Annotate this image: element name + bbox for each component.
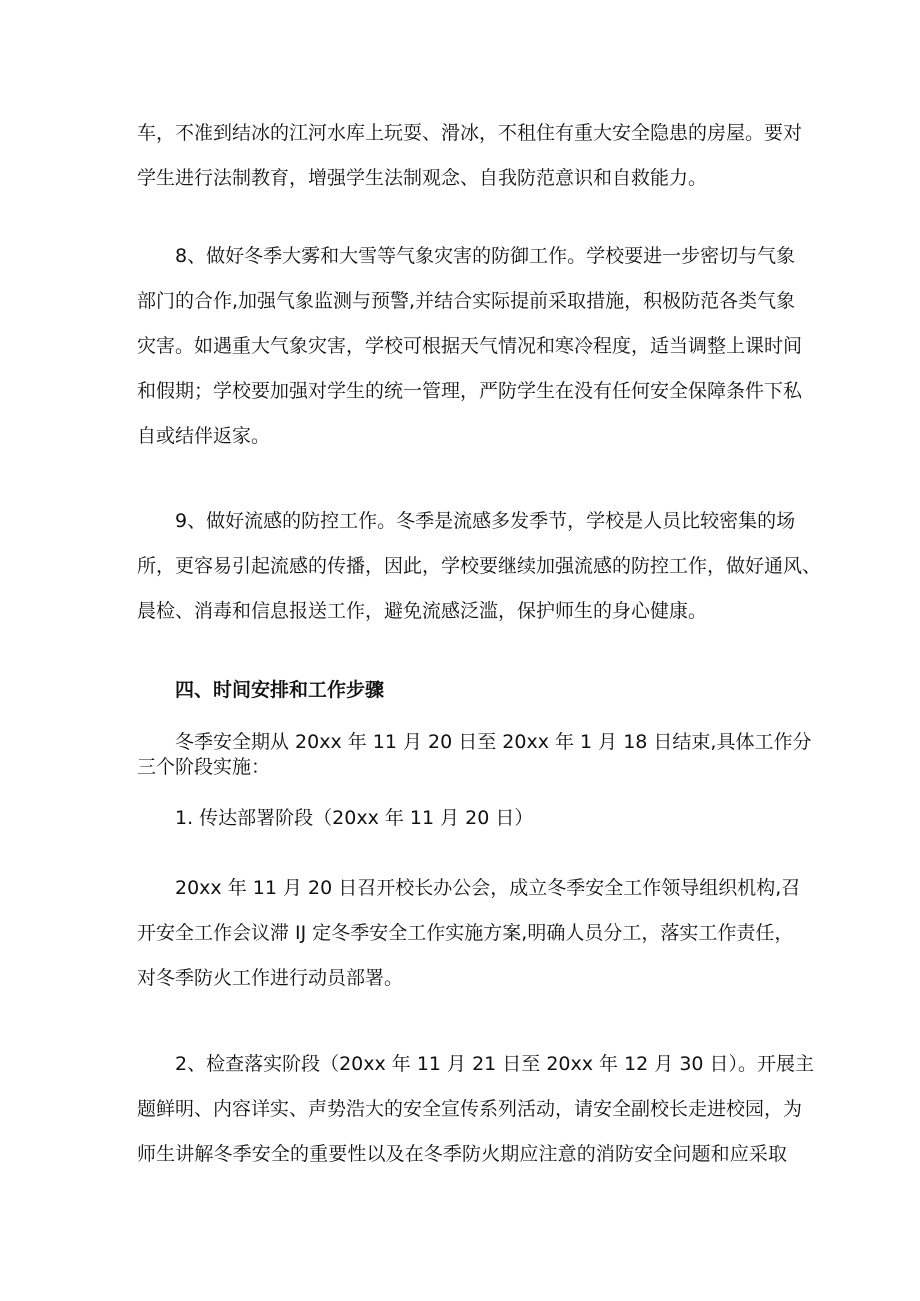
paragraph-continuation (137, 111, 803, 201)
paragraph-step-2 (137, 1042, 815, 1177)
text-line: 自或结伴返家。 (137, 425, 271, 447)
step-title: 1. 传达部署阶段（20xx 年 11 月 20 日） (175, 807, 534, 829)
text-line: 晨检、消毒和信息报送工作，避免流感泛滥，保护师生的身心健康。 (137, 600, 708, 622)
paragraph-item-8 (137, 234, 803, 459)
section-heading: 四、时间安排和工作步骤 (175, 679, 385, 701)
section-heading-4 (137, 678, 787, 703)
text-line: 题鲜明、内容详实、声势浩大的安全宣传系列活动，请安全副校长走进校园，为 (137, 1098, 803, 1120)
text-line: 2、检查落实阶段（20xx 年 11 月 21 日至 20xx 年 12 月 30 日）。开展主 (175, 1053, 815, 1075)
paragraph-item-9 (137, 499, 822, 634)
text-line: 和假期；学校要加强对学生的统一管理，严防学生在没有任何安全保障条件下私 (137, 380, 803, 402)
text-line: 开安全工作会议滞 IJ 定冬季安全工作实施方案,明确人员分工，落实工作责任， (137, 922, 794, 944)
text-line: 三个阶段实施： (137, 756, 271, 778)
step-1-title (137, 806, 787, 831)
text-line: 部门的合作,加强气象监测与预警,并结合实际提前采取措施，积极防范各类气象 (137, 290, 796, 312)
text-line: 对冬季防火工作进行动员部署。 (137, 967, 404, 989)
text-line: 灾害。如遇重大气象灾害，学校可根据天气情况和寒冷程度，适当调整上课时间 (137, 335, 803, 357)
paragraph-step-1 (137, 866, 801, 1001)
text-line: 车，不准到结冰的江河水库上玩耍、滑冰，不租住有重大安全隐患的房屋。要对 (137, 122, 803, 144)
text-line: 9、做好流感的防控工作。冬季是流感多发季节，学校是人员比较密集的场 (175, 510, 796, 532)
text-line: 冬季安全期从 20xx 年 11 月 20 日至 20xx 年 1 月 18 日结束,具体工作分 (175, 731, 812, 753)
text-line: 8、做好冬季大雾和大雪等气象灾害的防御工作。学校要进一步密切与气象 (175, 245, 796, 267)
text-line: 师生讲解冬季安全的重要性以及在冬季防火期应注意的消防安全问题和应采取 (137, 1143, 787, 1165)
paragraph-period (137, 730, 812, 780)
text-line: 20xx 年 11 月 20 日召开校长办公会，成立冬季安全工作领导组织机构,召 (175, 877, 801, 899)
text-line: 所，更容易引起流感的传播，因此，学校要继续加强流感的防控工作，做好通风、 (137, 555, 822, 577)
text-line: 学生进行法制教育，增强学生法制观念、自我防范意识和自救能力。 (137, 167, 708, 189)
